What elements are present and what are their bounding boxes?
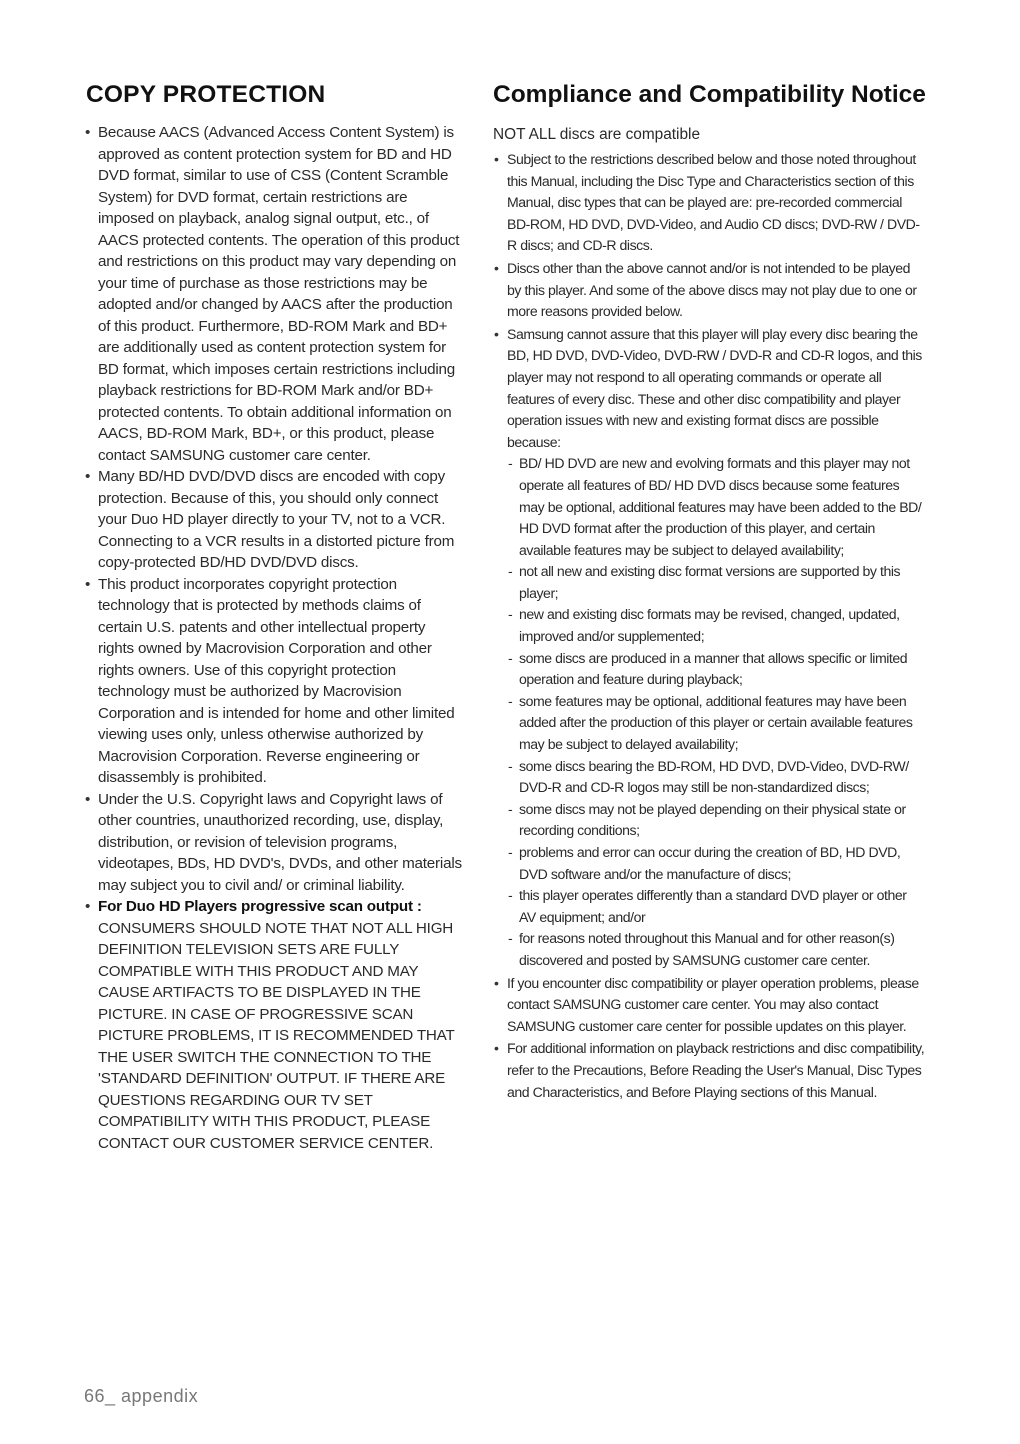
list-item: • Subject to the restrictions described below and those noted throughout this Manual, including the Disc Type and Characteristics section of this Manual, disc types that can be played are: pre-recorded commercial BD-ROM, HD DVD, DVD-Video, and Audio CD discs; DVD-RW / DVD-R discs; and CD-R discs. bbox=[493, 149, 925, 257]
reason-item: - not all new and existing disc format versions are supported by this player; bbox=[507, 561, 925, 604]
list-item: • This product incorporates copyright protection technology that is protected by methods claims of certain U.S. patents and other intellectual property rights owned by Macrovision Corporation and other rights owners. Use of this copyright protection technology must be authorized by Macrovision Corporation and is intended for home and other limited viewing uses only, unless otherwise authorized by Macrovision Corporation. Reverse engineering or disassembly is prohibited. bbox=[84, 574, 464, 789]
reason-item: - some discs are produced in a manner that allows specific or limited operation and feature during playback; bbox=[507, 648, 925, 691]
list-item: • For additional information on playback restrictions and disc compatibility, refer to the Precautions, Before Reading the User's Manual, Disc Types and Characteristics, and Before Playing sections of this Manual. bbox=[493, 1038, 925, 1103]
reasons-list bbox=[507, 453, 925, 971]
page-footer: 66_ appendix bbox=[84, 1386, 199, 1406]
reason-item: - this player operates differently than a standard DVD player or other AV equipment; and/or bbox=[507, 885, 925, 928]
reason-item: - BD/ HD DVD are new and evolving formats and this player may not operate all features of BD/ HD DVD discs because some features may be optional, additional features may have been added to the BD/ HD DVD format after the production of this player, and certain available features may be subject to delayed availability; bbox=[507, 453, 925, 561]
reason-item: - some discs may not be played depending on their physical state or recording conditions; bbox=[507, 799, 925, 842]
copy-protection-title: COPY PROTECTION bbox=[86, 81, 326, 108]
progressive-scan-body: CONSUMERS SHOULD NOTE THAT NOT ALL HIGH DEFINITION TELEVISION SETS ARE FULLY COMPATIBLE WITH THIS PRODUCT AND MAY CAUSE ARTIFACTS TO BE DISPLAYED IN THE PICTURE. IN CASE OF PROGRESSIVE SCAN PICTURE PROBLEMS, IT IS RECOMMENDED THAT THE USER SWITCH THE CONNECTION TO THE 'STANDARD DEFINITION' OUTPUT. IF THERE ARE QUESTIONS REGARDING OUR TV SET COMPATIBILITY WITH THIS PRODUCT, PLEASE CONTACT OUR CUSTOMER SERVICE CENTER. bbox=[98, 919, 455, 1152]
list-item: • Many BD/HD DVD/DVD discs are encoded with copy protection. Because of this, you should only connect your Duo HD player directly to your TV, not to a VCR. Connecting to a VCR results in a distorted picture from copy-protected BD/HD DVD/DVD discs. bbox=[84, 466, 464, 574]
compliance-list bbox=[493, 149, 925, 1104]
list-item: • Because AACS (Advanced Access Content System) is approved as content protection system for BD and HD DVD format, similar to use of CSS (Content Scramble System) for DVD format, certain restrictions are imposed on playback, analog signal output, etc., of AACS protected contents. The operation of this product and restrictions on this product may vary depending on your time of purchase as those restrictions may be adopted and/or changed by AACS after the production of this product. Furthermore, BD-ROM Mark and BD+ are additionally used as content protection system for BD format, which imposes certain restrictions including playback restrictions for BD-ROM Mark and/or BD+ protected contents. To obtain additional information on AACS, BD-ROM Mark, BD+, or this product, please contact SAMSUNG customer care center. bbox=[84, 122, 464, 466]
reason-item: - problems and error can occur during the creation of BD, HD DVD, DVD software and/or the manufacture of discs; bbox=[507, 842, 925, 885]
progressive-scan-heading: • For Duo HD Players progressive scan output : bbox=[98, 898, 422, 915]
list-item: • If you encounter disc compatibility or player operation problems, please contact SAMSUNG customer care center. You may also contact SAMSUNG customer care center for possible updates on this player. bbox=[493, 973, 925, 1038]
list-item-text: Samsung cannot assure that this player will play every disc bearing the BD, HD DVD, DVD-Video, DVD-RW / DVD-R and CD-R logos, and this player may not respond to all operating commands or operate all features of every disc. These and other disc compatibility and player operation issues with new and existing format discs are possible because: bbox=[507, 325, 922, 450]
reason-item: - for reasons noted throughout this Manual and for other reason(s) discovered and posted by SAMSUNG customer care center. bbox=[507, 928, 925, 971]
copy-protection-list bbox=[84, 122, 464, 1154]
reason-item: - some discs bearing the BD-ROM, HD DVD, DVD-Video, DVD-RW/ DVD-R and CD-R logos may still be non-standardized discs; bbox=[507, 756, 925, 799]
compliance-title: Compliance and Compatibility Notice bbox=[493, 81, 926, 108]
list-item-with-reasons bbox=[493, 324, 925, 972]
list-item: • Under the U.S. Copyright laws and Copyright laws of other countries, unauthorized recording, use, display, distribution, or revision of television programs, videotapes, BDs, HD DVD's, DVDs, and other materials may subject you to civil and/ or criminal liability. bbox=[84, 789, 464, 897]
compliance-intro: NOT ALL discs are compatible bbox=[493, 126, 701, 143]
list-item: • Discs other than the above cannot and/or is not intended to be played by this player. And some of the above discs may not play due to one or more reasons provided below. bbox=[493, 258, 925, 323]
list-item-progressive-scan bbox=[84, 896, 464, 1154]
reason-item: - some features may be optional, additional features may have been added after the production of this player or certain available features may be subject to delayed availability; bbox=[507, 691, 925, 756]
reason-item: - new and existing disc formats may be revised, changed, updated, improved and/or supplemented; bbox=[507, 604, 925, 647]
